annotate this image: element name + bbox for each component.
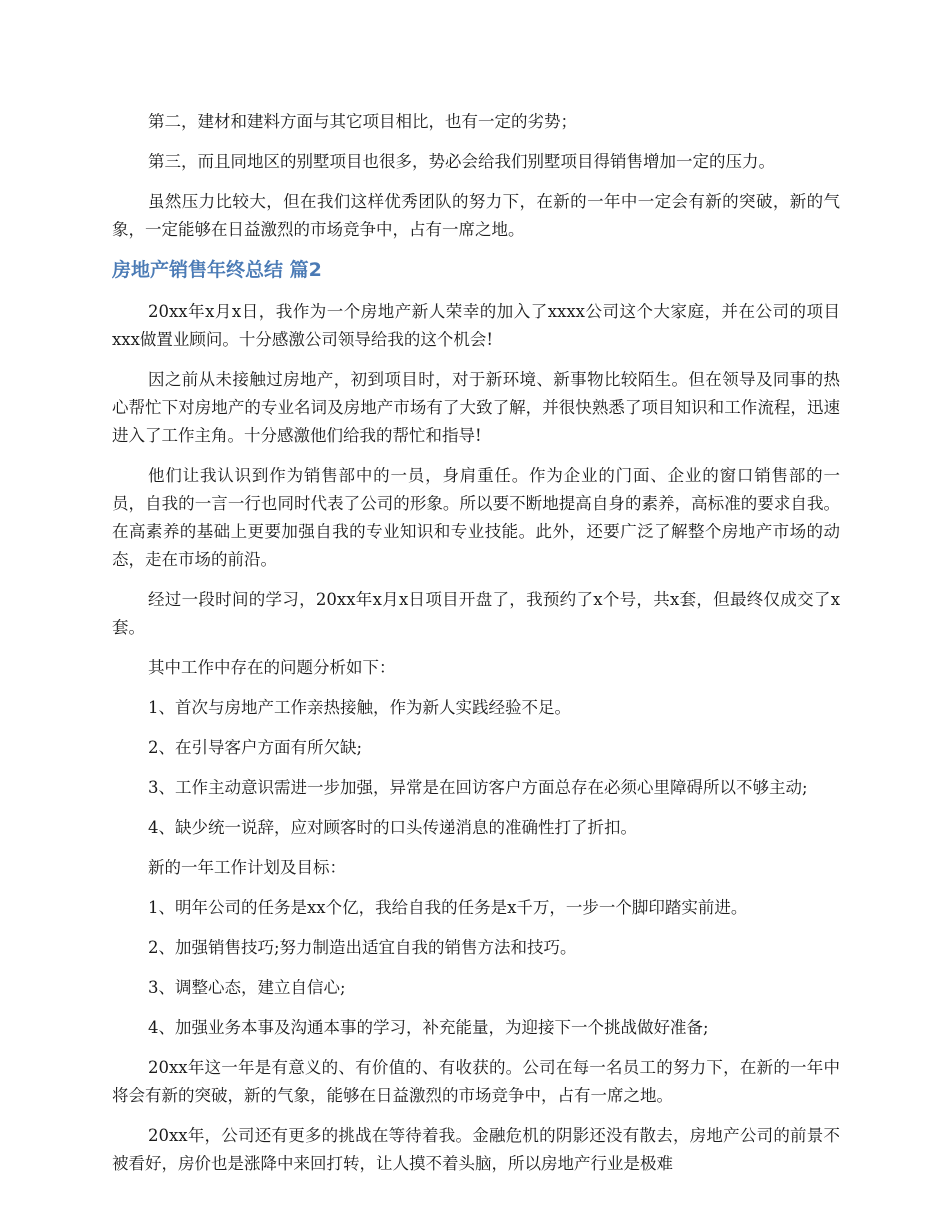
paragraph: 第二，建材和建料方面与其它项目相比，也有一定的劣势； bbox=[148, 112, 577, 131]
paragraph: 其中工作中存在的问题分析如下： bbox=[148, 658, 396, 677]
list-item: 3、调整心态，建立自信心; bbox=[148, 978, 346, 997]
paragraph: 虽然压力比较大，但在我们这样优秀团队的努力下，在新的一年中一定会有新的突破，新的气象，一定能够在日益激烈的市场竞争中，占有一席之地。 bbox=[112, 192, 840, 239]
list-item: 4、缺少统一说辞，应对顾客时的口头传递消息的准确性打了折扣。 bbox=[148, 818, 637, 837]
paragraph: 新的一年工作计划及目标： bbox=[148, 858, 346, 877]
list-item: 3、工作主动意识需进一步加强，异常是在回访客户方面总存在必须心里障碍所以不够主动; bbox=[148, 778, 808, 797]
section-heading: 房地产销售年终总结 篇2 bbox=[112, 259, 322, 281]
list-item: 1、明年公司的任务是xx个亿，我给自我的任务是x千万，一步一个脚印踏实前进。 bbox=[148, 898, 748, 917]
paragraph: 他们让我认识到作为销售部中的一员，身肩重任。作为企业的门面、企业的窗口销售部的一员，自我的一言一行也同时代表了公司的形象。所以要不断地提高自身的素养，高标准的要求自我。在高素养的基础上更要加强自我的专业知识和专业技能。此外，还要广泛了解整个房地产市场的动态，走在市场的前沿。 bbox=[112, 466, 840, 569]
paragraph: 20xx年x月x日，我作为一个房地产新人荣幸的加入了xxxx公司这个大家庭，并在公司的项目xxx做置业顾问。十分感激公司领导给我的这个机会! bbox=[112, 302, 840, 349]
paragraph: 经过一段时间的学习，20xx年x月x日项目开盘了，我预约了x个号，共x套，但最终仅成交了x套。 bbox=[112, 590, 840, 637]
list-item: 2、在引导客户方面有所欠缺; bbox=[148, 738, 363, 757]
paragraph: 因之前从未接触过房地产，初到项目时，对于新环境、新事物比较陌生。但在领导及同事的热心帮忙下对房地产的专业名词及房地产市场有了大致了解，并很快熟悉了项目知识和工作流程，迅速进入了工作主角。十分感激他们给我的帮忙和指导! bbox=[112, 370, 840, 445]
paragraph: 20xx年这一年是有意义的、有价值的、有收获的。公司在每一名员工的努力下，在新的一年中将会有新的突破，新的气象，能够在日益激烈的市场竞争中，占有一席之地。 bbox=[112, 1058, 840, 1105]
list-item: 4、加强业务本事及沟通本事的学习，补充能量，为迎接下一个挑战做好准备; bbox=[148, 1018, 709, 1037]
list-item: 2、加强销售技巧;努力制造出适宜自我的销售方法和技巧。 bbox=[148, 938, 577, 957]
document-page bbox=[112, 108, 840, 1190]
list-item: 1、首次与房地产工作亲热接触，作为新人实践经验不足。 bbox=[148, 698, 571, 717]
paragraph: 20xx年，公司还有更多的挑战在等待着我。金融危机的阴影还没有散去，房地产公司的前景不被看好，房价也是涨降中来回打转，让人摸不着头脑，所以房地产行业是极难 bbox=[112, 1126, 840, 1173]
paragraph: 第三，而且同地区的别墅项目也很多，势必会给我们别墅项目得销售增加一定的压力。 bbox=[148, 152, 775, 171]
